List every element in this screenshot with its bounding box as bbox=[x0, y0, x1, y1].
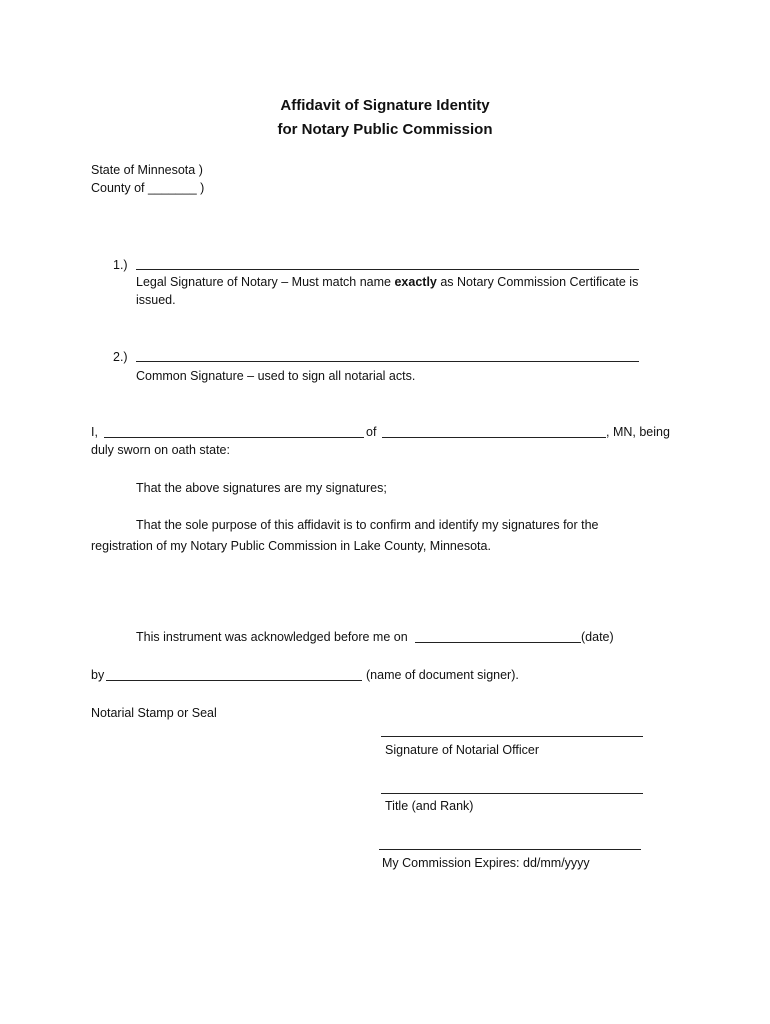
notary-title-label: Title (and Rank) bbox=[385, 799, 474, 813]
notary-signature-label: Signature of Notarial Officer bbox=[385, 743, 540, 757]
commission-expiry-line[interactable] bbox=[379, 849, 641, 850]
venue-state: State of Minnesota ) bbox=[91, 163, 203, 177]
document-title-line-1: Affidavit of Signature Identity bbox=[280, 97, 490, 114]
oath-statement-1: That the above signatures are my signatures; bbox=[136, 481, 387, 495]
document-title-line-2: for Notary Public Commission bbox=[277, 121, 493, 138]
oath-statement-2-line-2: registration of my Notary Public Commission in Lake County, Minnesota. bbox=[91, 539, 491, 553]
signature-2-caption: Common Signature – used to sign all notarial acts. bbox=[136, 369, 416, 383]
venue-county bbox=[91, 179, 204, 197]
county-blank[interactable]: _______ bbox=[148, 181, 197, 195]
acknowledgment-date-line[interactable] bbox=[415, 642, 581, 643]
county-prefix: County of bbox=[91, 181, 145, 195]
acknowledgment-by-label: by bbox=[91, 668, 105, 682]
signature-1-line[interactable] bbox=[136, 269, 639, 270]
commission-expiry-label: My Commission Expires: dd/mm/yyyy bbox=[382, 856, 590, 870]
notary-title-line[interactable] bbox=[381, 793, 643, 794]
affiant-city-line[interactable] bbox=[382, 437, 606, 438]
signature-2-number: 2.) bbox=[113, 350, 128, 364]
acknowledgment-date-label: (date) bbox=[581, 630, 614, 644]
oath-of-label: of bbox=[366, 425, 377, 439]
county-suffix: ) bbox=[200, 181, 205, 195]
signature-2-line[interactable] bbox=[136, 361, 639, 362]
notary-signature-line[interactable] bbox=[381, 736, 643, 737]
signature-1-caption-continued: issued. bbox=[136, 293, 176, 307]
oath-statement-2-line-1: That the sole purpose of this affidavit is to confirm and identify my signatures for the bbox=[136, 518, 599, 532]
notarial-stamp-label: Notarial Stamp or Seal bbox=[91, 706, 217, 720]
document-signer-line[interactable] bbox=[106, 680, 362, 681]
affiant-name-line[interactable] bbox=[104, 437, 364, 438]
oath-state-suffix: , MN, being bbox=[606, 425, 670, 439]
acknowledgment-prefix: This instrument was acknowledged before me on bbox=[136, 630, 408, 644]
oath-line-2: duly sworn on oath state: bbox=[91, 443, 230, 457]
document-signer-label: (name of document signer). bbox=[366, 668, 519, 682]
signature-1-caption: Legal Signature of Notary – Must match name exactly as Notary Commission Certificate is bbox=[136, 275, 639, 289]
signature-1-number: 1.) bbox=[113, 258, 128, 272]
oath-i-label: I, bbox=[91, 425, 98, 439]
